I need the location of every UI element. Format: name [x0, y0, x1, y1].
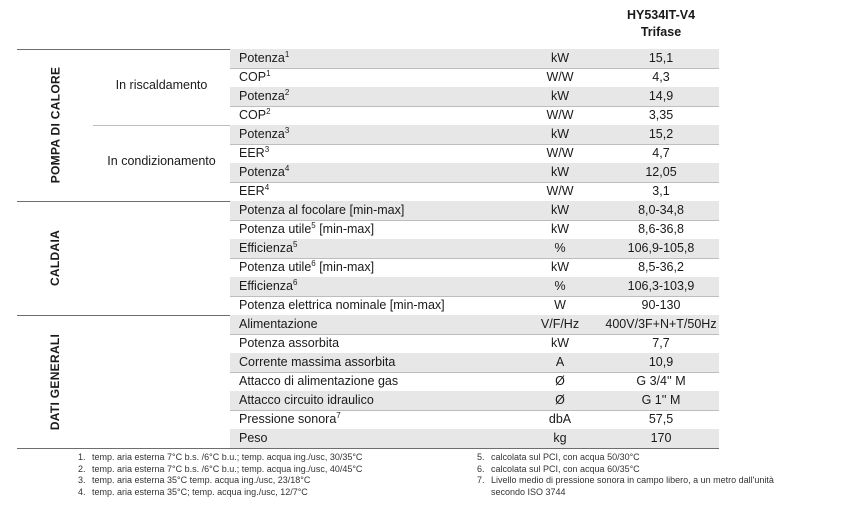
row-label: [239, 410, 341, 429]
row-value: 4,3: [652, 70, 670, 84]
section-title: CALDAIA: [47, 229, 62, 287]
section-divider: [17, 448, 719, 449]
footnote-ref: 3: [264, 145, 270, 154]
row-value: G 1'' M: [641, 393, 681, 407]
footnote-text: temp. aria esterna 7°C b.s. /6°C b.u.; temp. acqua ing./usc, 30/35°C: [92, 452, 363, 462]
footnote-ref: 4: [264, 183, 270, 192]
footnote-ref: 5: [292, 240, 298, 249]
row-label: [239, 239, 297, 258]
row-label-suffix: [min-max]: [315, 260, 375, 274]
row-label: [239, 125, 289, 144]
row-label-text: Potenza utile: [239, 222, 312, 236]
row-label: [239, 258, 374, 277]
row-unit: W/W: [546, 146, 574, 160]
footnote-ref: 1: [284, 50, 290, 59]
row-unit: %: [554, 279, 566, 293]
footnote-item: [78, 487, 308, 499]
row-label: [239, 429, 268, 448]
footnote-ref: 3: [284, 126, 290, 135]
section-title-box: [17, 201, 93, 315]
row-label-text: COP: [239, 108, 267, 122]
row-label-text: Potenza: [239, 51, 285, 65]
row-label-text: Potenza: [239, 89, 285, 103]
row-unit: W/W: [546, 184, 574, 198]
row-label-text: Efficienza: [239, 279, 293, 293]
footnote-item: [78, 475, 310, 487]
row-unit: kW: [550, 165, 570, 179]
row-unit: W/W: [546, 108, 574, 122]
section-title: POMPA DI CALORE: [48, 66, 63, 184]
footnote-number: 3.: [78, 475, 86, 485]
model-name: HY534IT-V4: [626, 8, 696, 22]
row-label-text: Corrente massima assorbita: [239, 355, 396, 369]
footnote-text: calcolata sul PCI, con acqua 60/35°C: [491, 463, 640, 474]
row-value: 14,9: [648, 89, 674, 103]
row-value: 15,1: [648, 51, 674, 65]
footnote-text: Livello medio di pressione sonora in campo libero, a un metro dall'unità: [491, 475, 774, 485]
row-label: [239, 277, 297, 296]
row-unit: %: [554, 241, 566, 255]
section-title-box: [17, 49, 93, 201]
row-label-text: Efficienza: [239, 241, 293, 255]
footnote-ref: 5: [311, 221, 316, 230]
row-label: [239, 372, 398, 391]
row-value: 12,05: [645, 165, 677, 179]
footnote-text: temp. aria esterna 35°C; temp. acqua ing./usc, 12/7°C: [92, 486, 308, 497]
row-unit: W/W: [546, 70, 574, 84]
footnote-ref: 4: [284, 164, 290, 173]
row-label-text: Attacco di alimentazione gas: [239, 374, 399, 388]
row-unit: Ø: [555, 374, 565, 388]
row-unit: kW: [550, 260, 570, 274]
row-value: 7,7: [652, 336, 670, 350]
footnote-item: [477, 475, 774, 498]
section-title: DATI GENERALI: [48, 333, 62, 430]
row-value: 170: [650, 431, 672, 445]
footnote-text: temp. aria esterna 35°C temp. acqua ing./usc, 23/18°C: [92, 475, 311, 485]
footnote-ref: 1: [266, 69, 271, 78]
row-value: 57,5: [648, 412, 674, 426]
row-value: 400V/3F+N+T/50Hz: [605, 317, 717, 331]
row-label: [239, 182, 269, 201]
row-label: [239, 68, 271, 87]
footnote-number: 1.: [78, 452, 86, 462]
footnote-ref: 7: [336, 411, 341, 420]
row-label-text: Pressione sonora: [239, 412, 337, 426]
footnote-item: [78, 452, 362, 464]
footnote-number: 7.: [477, 475, 485, 485]
row-value: 15,2: [648, 127, 674, 141]
footnote-ref: 6: [311, 259, 316, 268]
phase-label: Trifase: [640, 25, 682, 39]
row-value: 8,5-36,2: [638, 260, 684, 274]
row-label: [239, 163, 289, 182]
row-value: G 3/4'' M: [636, 374, 686, 388]
row-value: 8,6-36,8: [638, 222, 684, 236]
row-label-text: Potenza: [239, 127, 285, 141]
row-value: 3,1: [652, 184, 670, 198]
footnote-number: 2.: [78, 463, 86, 474]
footnote-item: [477, 464, 640, 476]
row-unit: kW: [550, 127, 570, 141]
row-unit: kW: [550, 222, 570, 236]
row-unit: kW: [550, 51, 570, 65]
row-label: [239, 334, 339, 353]
row-unit: kW: [550, 203, 570, 217]
row-label: [239, 315, 318, 334]
row-label: [239, 220, 374, 239]
footnote-number: 4.: [78, 486, 86, 497]
row-label-text: Potenza al focolare [min-max]: [239, 203, 405, 217]
row-unit: A: [555, 355, 565, 369]
group-label: In riscaldamento: [115, 78, 208, 92]
row-label-text: EER: [239, 146, 265, 160]
footnote-ref: 2: [284, 88, 290, 97]
row-unit: kW: [550, 89, 570, 103]
footnote-ref: 6: [292, 278, 298, 287]
row-label: [239, 106, 271, 125]
row-value: 106,3-103,9: [627, 279, 695, 293]
footnote-text: temp. aria esterna 7°C b.s. /6°C b.u.; temp. acqua ing./usc, 40/45°C: [92, 463, 363, 474]
row-value: 4,7: [652, 146, 670, 160]
row-value: 106,9-105,8: [627, 241, 695, 255]
row-unit: Ø: [555, 393, 565, 407]
row-label: [239, 353, 395, 372]
row-label-text: Potenza assorbita: [239, 336, 340, 350]
footnote-text: calcolata sul PCI, con acqua 50/30°C: [491, 452, 640, 462]
row-unit: dbA: [548, 412, 572, 426]
row-value: 3,35: [648, 108, 674, 122]
row-value: 90-130: [641, 298, 681, 312]
row-unit: W: [554, 298, 566, 312]
footnote-item: [78, 464, 362, 476]
row-value: 8,0-34,8: [638, 203, 684, 217]
row-label-text: Potenza elettrica nominale [min-max]: [239, 298, 445, 312]
group-label: In condizionamento: [107, 154, 216, 168]
section-title-box: [17, 315, 93, 448]
row-unit: kW: [550, 336, 570, 350]
row-unit: kg: [553, 431, 567, 445]
row-label: [239, 201, 404, 220]
row-label-text: Peso: [239, 431, 268, 445]
row-label: [239, 391, 374, 410]
row-label: [239, 144, 269, 163]
row-label-suffix: [min-max]: [315, 222, 375, 236]
row-label-text: Potenza utile: [239, 260, 312, 274]
row-label-text: Alimentazione: [239, 317, 318, 331]
footnote-number: 5.: [477, 452, 485, 462]
row-label: [239, 87, 289, 106]
row-label: [239, 49, 289, 68]
row-label-text: COP: [239, 70, 267, 84]
footnote-item: [477, 452, 640, 464]
row-label-text: EER: [239, 184, 265, 198]
row-unit: V/F/Hz: [540, 317, 580, 331]
row-value: 10,9: [648, 355, 674, 369]
footnote-text-continued: secondo ISO 3744: [491, 486, 566, 497]
footnote-ref: 2: [266, 107, 271, 116]
row-label: [239, 296, 445, 315]
footnote-number: 6.: [477, 463, 485, 474]
row-label-text: Potenza: [239, 165, 285, 179]
row-label-text: Attacco circuito idraulico: [239, 393, 374, 407]
